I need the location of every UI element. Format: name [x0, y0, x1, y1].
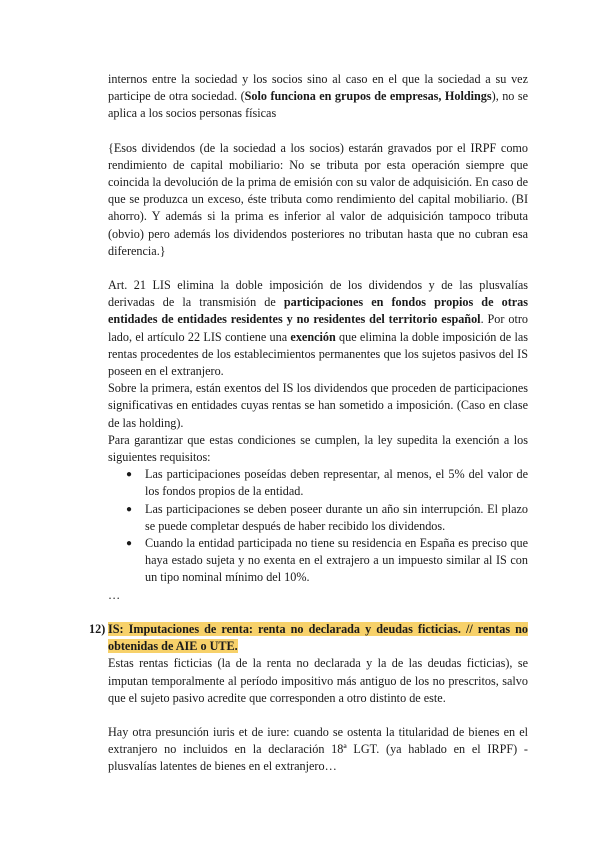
paragraph-text: internos entre la sociedad y los socios sino al caso en el que la sociedad a su vez participe de otra sociedad. (	[108, 72, 528, 104]
bullet-icon: ●	[126, 538, 133, 550]
list-item: ● Las participaciones se deben poseer durante un año sin interrupción. El plazo se puede completar después de haber recibido los dividendos.	[126, 501, 528, 533]
paragraph-rentas-ficticias: Estas rentas ficticias (la de la renta no declarada y la de las deudas ficticias), se imputan temporalmente al período impositivo más antiguo de los no prescritos, salvo que el sujeto pasivo acredite que corresponden a otro distinto de este.	[108, 656, 528, 705]
bullet-icon: ●	[126, 469, 133, 481]
paragraph-art-21-lis	[108, 277, 528, 380]
heading-number: 12)	[89, 621, 106, 636]
paragraph-text: . Por otro lado, el artículo 22 LIS contiene una	[108, 312, 529, 344]
paragraph-text: ), no se aplica a los socios personas físicas	[108, 89, 529, 121]
bold-text: exención	[290, 329, 336, 344]
heading-text: IS: Imputaciones de renta: renta no declarada y deudas ficticias. // rentas no obtenidas de AIE o UTE.	[108, 621, 528, 654]
paragraph-text: Art. 21 LIS elimina la doble imposición de los dividendos y de las plusvalías derivadas de la transmisión de	[108, 278, 528, 310]
paragraph-exentos: Sobre la primera, están exentos del IS los dividendos que proceden de participaciones significativas en entidades cuyas rentas se han sometido a imposición. (Caso en clase de las holding).	[108, 381, 528, 430]
bold-text: participaciones en fondos propios de otras entidades de entidades residentes y no residentes del territorio español	[108, 295, 528, 327]
list-item: ● Cuando la entidad participada no tiene su residencia en España es preciso que haya estado sujeta y no exenta en el extrajero a un impuesto similar al IS con un tipo nominal mínimo del 10%.	[126, 536, 528, 585]
paragraph-text: que elimina la doble imposición de las rentas procedentes de los establecimientos permanentes que los sujetos pasivos del IS poseen en el extranjero.	[108, 329, 528, 379]
paragraph-presuncion: Hay otra presunción iuris et de iure: cuando se ostenta la titularidad de bienes en el extranjero no incluidos en la declaración 18ª LGT. (ya hablado en el IRPF) - plusvalías latentes de bienes en el extranjero…	[108, 724, 528, 774]
paragraph-holdings	[108, 71, 528, 123]
bullet-icon: ●	[126, 503, 133, 515]
bold-text: Solo funciona en grupos de empresas, Holdings	[244, 89, 492, 104]
requirements-list	[108, 466, 528, 586]
list-item: ● Las participaciones poseídas deben representar, al menos, el 5% del valor de los fondos propios de la entidad.	[126, 467, 528, 499]
ellipsis: …	[108, 587, 121, 602]
document-body	[89, 71, 529, 776]
section-heading	[89, 621, 528, 655]
paragraph-dividendos-irpf: {Esos dividendos (de la sociedad a los socios) estarán gravados por el IRPF como rendimiento de capital mobiliario: No se tributa por esta operación siempre que coincida la devolución de la prima de emisión con su valor de adquisición. En caso de que se produzca un exceso, éste tributa como rendimiento del capital mobiliario. (BI ahorro). Y además si la prima es inferior al valor de adquisición tampoco tributa (obvio) pero además los dividendos posteriores no tributan hasta que no cubran esa diferencia.}	[108, 140, 528, 258]
paragraph-requisitos: Para garantizar que estas condiciones se cumplen, la ley supedita la exención a los siguientes requisitos:	[108, 432, 528, 465]
